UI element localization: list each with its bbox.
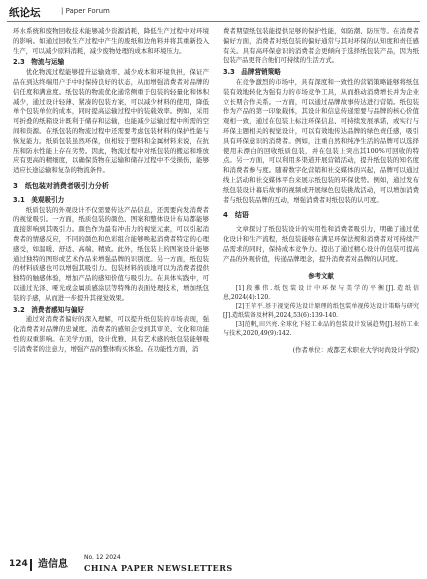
- paragraph: 纸质包装的外观设计不仅需要传达产品信息，还需要向发消费者的视觉吸引。一方面，纸质包装的颜色、图案和整体设计布局都能够直接影响到其吸引力。颜色作为最有冲击力的视觉元素，可以引起消费者的情感反应，不同的颜色和色彩组合能够唤起消费者特定的心理感受，如温暖、舒适、高端、精致。此外，纸包装上的图案设计能够通过独特的图形或艺术作品来增强品牌的识别度。另一方面，纸包装的材料质感也可以增强其吸引力。包装材料的质地可以为消费者提供独特的触感体验，增加产品的感知价值与吸引力。在具体实践中，可以通过光泽、哑光或金属质感涂层等特殊的表面处理技术，增加纸包装的手感，从而进一步提升其视觉效果。: [13, 205, 209, 302]
- footer-divider: [30, 559, 32, 571]
- author-affiliation: (作者单位：成都艺术职业大学时尚设计学院): [292, 346, 419, 355]
- paragraph: 通过对消费者偏好的深入理解，可以提升纸包装的市场表现，强化消费者对品牌的忠诚度。消费者的感知会受到其审美、文化和功能性的双重影响。在美学方面，设计优雅、具有艺术感的纸包装能够吸引消费者的注意力，增强产品的整体购买体验。在功能性方面，消: [13, 315, 209, 353]
- journal-logo: 造信息: [38, 559, 68, 570]
- heading-2-3: 2.3 物流与运输: [13, 58, 65, 67]
- reference-item: [1]段雅伟.纸包装设计中环保与美学的平衡[J].造纸信息,2024(4):120.: [223, 285, 419, 302]
- reference-item: [3]范帆,田兴亮.全球化下轻工业品的包装设计发展趋势[J].轻纺工业与技术,2020,49(9):142.: [223, 321, 419, 338]
- paragraph: 环水系统和废物回收技术能够减少资源消耗，降低生产过程中对环境的影响。如通过回收生产过程中产生的废纸和边角料并将其重新投入生产，可以减少原料消耗，减少废物处理的成本和环境压力。: [13, 27, 209, 55]
- paragraph: 在竞争激烈的市场中，具有深度和一致性的营销策略能够将纸包装有效地转化为强有力的市场竞争工具，从而推动消费增长并为企业立长期合作关系。一方面，可以通过品牌故事传达进行营销。纸包装作为产品的第一印象载体，其设计和信息传递需要与品牌的核心价值观相一致，通过在包装上标注环保信息、可持续发展承诺，或实行与环保主题相关的视觉设计，可以有效地传达品牌的绿色责任感，吸引具有环保意识的消费者。例如，注重自然和纯净生活的品牌可以选择使用未漂白的回收纸质包装，并在包装上突出其100%可回收的特点。另一方面，可以利用多渠道开展营销活动，提升纸包装的知名度和消费者参与度。随着数字化营销和社交媒体的兴起，品牌可以通过线上活动和社交媒体平台来展示纸包装的环保优势。例如，通过发布纸包装设计幕后故事的视频或开展绿色包装挑战活动，可以增加消费者与纸包装品牌的互动，增强消费者对纸包装的认可度。: [223, 77, 419, 204]
- section-title: 纸论坛: [9, 7, 41, 19]
- page-footer: [0, 551, 427, 579]
- journal-english-name: CHINA PAPER NEWSLETTERS: [84, 563, 233, 573]
- left-column: [13, 27, 209, 355]
- paragraph: 文章探讨了纸包装设计的实用性和消费者吸引力，明确了通过优化设计和生产流程，纸包装能够在满足环保法规和消费者对可持续产品需求的同时，保持成本竞争力。提出了通过精心设计的包装可提高产品的外观价值，传递品牌理念，提升消费者对品牌的认同度。: [223, 225, 419, 263]
- section-subtitle: | Paper Forum: [61, 7, 110, 15]
- issue-number: No. 12 2024: [84, 554, 121, 561]
- page-number: 124: [9, 559, 28, 569]
- paragraph: 优化物流过程能够提升运输效率、减少成本和环境负担，保证产品在到达终端用户手中时保持良好的状态，从而增强消费者对品牌的信任度和满意度。纸包装的物流优化通常侧重于包装的轻量化和体积减少，通过设计轻薄、紧凑的包装方案，可以减少材料的使用，降低单个包装单位的成本，同时提高运输过程中的装载效率。例如，采用可折叠的纸箱设计既利于储存和运输，也能减少运输过程中所需的空间和资源。在纸包装的物流过程中还需要考虑包装材料的保护性能与恢复能力。纸质包装虽然环保，但相较于塑料和金属材料来说，在抗压和防水性能上存在劣势。因此，物流过程中对纸包装的搬运和堆放应有更高的精细度，以确保货物在运输和储存过程中不受损伤，能够适应长途运输和复杂的物流条件。: [13, 68, 209, 175]
- references-title: 参考文献: [308, 272, 334, 281]
- heading-3-2: 3.2 消费者感知与偏好: [13, 305, 85, 314]
- right-column: [223, 27, 419, 356]
- heading-4: 4 结语: [223, 211, 249, 220]
- page-header: [0, 0, 427, 22]
- paragraph: 费者期望纸包装能提供足够的保护性能，如防潮、防压等。在消费者偏好方面，消费者对纸包装的偏好通常与其对环保的认知度和责任感有关。具有高环保意识的消费者会更倾向于选择纸包装产品，因为纸包装产品更符合他们可持续的生活方式。: [223, 27, 419, 65]
- reference-item: [2]王苹平.基于视觉传达设计原理的纸包装单视传达设计策略与研究[J].造纸装备及材料,2024,53(6):139-140.: [223, 303, 419, 320]
- heading-3-1: 3.1 美观吸引力: [13, 195, 65, 204]
- heading-3: 3 纸包装对消费者吸引力分析: [13, 181, 109, 190]
- heading-3-3: 3.3 品牌营销策略: [223, 68, 281, 77]
- header-rule: [7, 21, 420, 22]
